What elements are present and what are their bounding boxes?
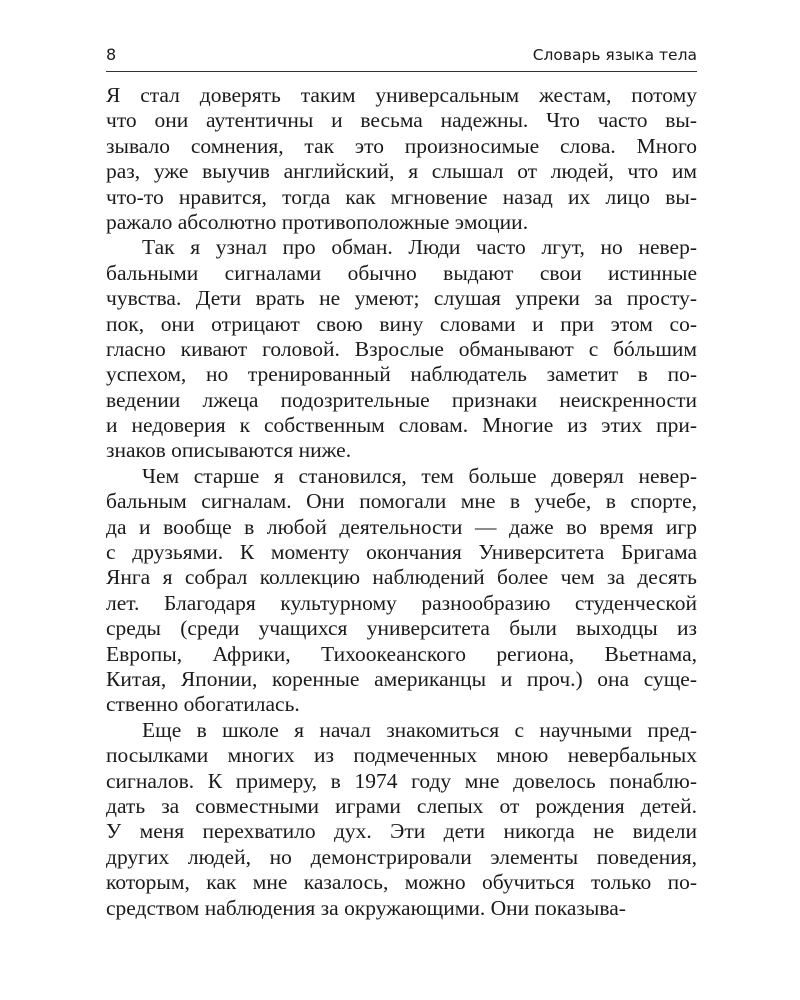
text-line: Так я узнал про обман. Люди часто лгут, но невер- xyxy=(142,235,697,260)
page-number: 8 xyxy=(106,45,117,64)
text-line: чувства. Дети врать не умеют; слушая упреки за просту- xyxy=(106,286,697,311)
body-text xyxy=(106,83,697,921)
text-line: лет. Благодаря культурному разнообразию студенческой xyxy=(106,590,697,615)
text-line: и недоверия к собственным словам. Многие из этих при- xyxy=(106,413,697,438)
text-line: знаков описываются ниже. xyxy=(106,438,352,463)
text-line: ственно обогатилась. xyxy=(106,692,300,717)
text-line: бальным сигналам. Они помогали мне в учебе, в спорте, xyxy=(106,489,697,514)
text-line: У меня перехватило дух. Эти дети никогда не видели xyxy=(106,819,697,844)
running-title: Словарь языка тела xyxy=(532,46,697,64)
text-line: ведении лжеца подозрительные признаки неискренности xyxy=(106,387,697,412)
running-header xyxy=(106,44,697,72)
text-line: что-то нравится, тогда как мгновение назад их лицо вы- xyxy=(106,184,697,209)
text-line: ражало абсолютно противоположные эмоции. xyxy=(106,209,529,234)
text-line: раз, уже выучив английский, я слышал от людей, что им xyxy=(106,159,697,184)
text-line: зывало сомнения, так это произносимые слова. Много xyxy=(106,133,697,158)
text-line: дать за совместными играми слепых от рождения детей. xyxy=(106,793,697,818)
paragraph xyxy=(106,464,697,718)
text-line: Китая, Японии, коренные американцы и проч.) она суще- xyxy=(106,666,697,691)
text-line: Я стал доверять таким универсальным жестам, потому xyxy=(106,83,697,107)
text-line: среды (среди учащихся университета были выходцы из xyxy=(106,616,697,641)
text-line: посылками многих из подмеченных мною невербальных xyxy=(106,743,697,768)
text-line: Янга я собрал коллекцию наблюдений более чем за десять xyxy=(106,565,697,590)
text-line: которым, как мне казалось, можно обучиться только по- xyxy=(106,870,697,895)
paragraph xyxy=(106,235,697,464)
paragraph xyxy=(106,718,697,921)
text-line: Чем старше я становился, тем больше доверял невер- xyxy=(142,463,697,488)
text-line: с друзьями. К моменту окончания Университета Бригама xyxy=(106,540,697,565)
paragraph xyxy=(106,83,697,235)
text-line: Европы, Африки, Тихоокеанского региона, Вьетнама, xyxy=(106,641,697,666)
text-line: что они аутентичны и весьма надежны. Что часто вы- xyxy=(106,108,697,133)
text-line: Еще в школе я начал знакомиться с научными пред- xyxy=(142,717,697,742)
text-line: да и вообще в любой деятельности — даже во время игр xyxy=(106,514,697,539)
text-line: успехом, но тренированный наблюдатель заметит в по- xyxy=(106,362,697,387)
text-line: бальными сигналами обычно выдают свои истинные xyxy=(106,260,697,285)
text-line: гласно кивают головой. Взрослые обманывают с бóльшим xyxy=(106,336,697,361)
text-line: других людей, но демонстрировали элементы поведения, xyxy=(106,844,697,869)
text-line: сигналов. К примеру, в 1974 году мне довелось понаблю- xyxy=(106,768,697,793)
text-line: средством наблюдения за окружающими. Они показыва- xyxy=(106,895,626,920)
text-line: пок, они отрицают свою вину словами и при этом со- xyxy=(106,311,697,336)
